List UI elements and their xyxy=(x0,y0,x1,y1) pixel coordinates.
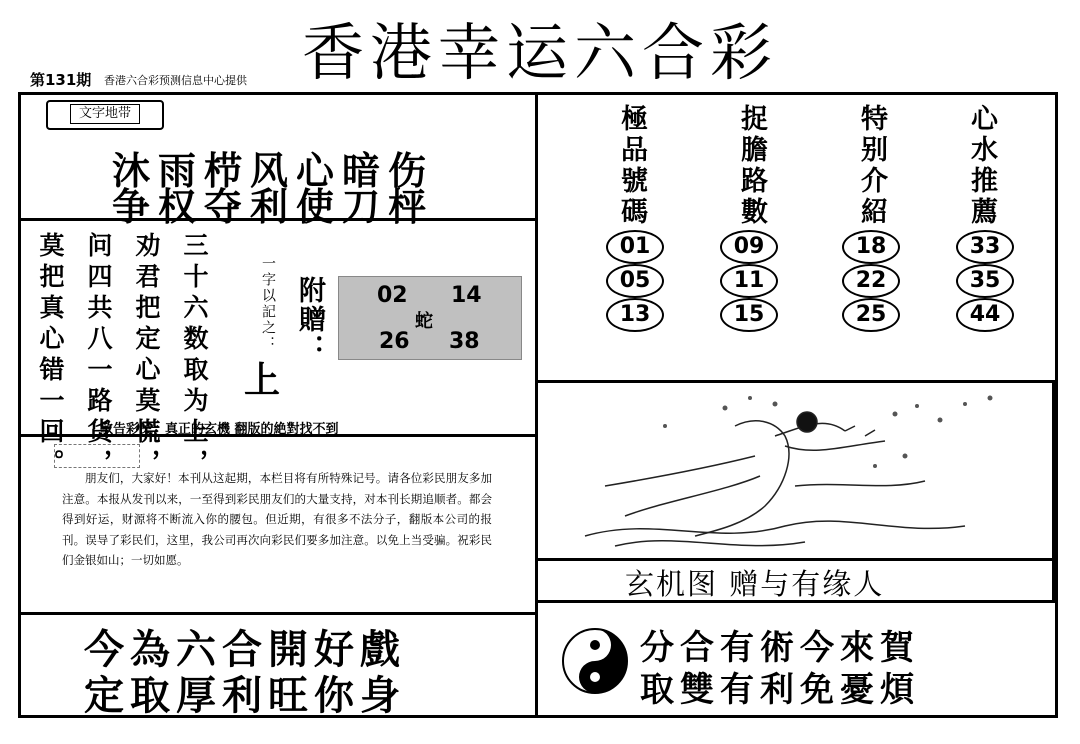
number-ball: 11 xyxy=(720,264,778,298)
number-ball: 01 xyxy=(606,230,664,264)
warning-notice: 敬告彩民：真正的玄機 翻版的絶對找不到 xyxy=(100,422,339,437)
publisher-note: 香港六合彩预测信息中心提供 xyxy=(104,74,247,87)
gift-box xyxy=(338,276,522,360)
center-divider xyxy=(535,92,538,718)
gift-number: 38 xyxy=(449,329,480,354)
number-ball: 13 xyxy=(606,298,664,332)
number-ball: 15 xyxy=(720,298,778,332)
picture-right-border xyxy=(1052,380,1055,602)
issue-number: 第131期 xyxy=(30,71,92,89)
left-slogan-1: 今為六合開好戲 xyxy=(84,626,406,673)
poem-line-1: 沐雨栉风心暗伤 xyxy=(112,149,435,193)
mystic-illustration xyxy=(545,386,1045,556)
gift-number: 14 xyxy=(451,283,482,308)
picture-caption: 玄机图 赠与有缘人 xyxy=(625,567,885,601)
verse-column-3: 问四共八一路货， xyxy=(84,232,113,480)
left-slogan-2: 定取厚利旺你身 xyxy=(84,672,406,719)
hint-character: 上 xyxy=(244,360,281,401)
verse-column-4: 莫把真心错一回。 xyxy=(36,232,65,480)
right-slogan-1: 分合有術今來賀 xyxy=(640,628,920,668)
column-heading-special: 特别介紹 xyxy=(856,104,887,228)
page-title: 香港幸运六合彩 xyxy=(301,16,778,89)
number-ball: 22 xyxy=(842,264,900,298)
number-ball: 25 xyxy=(842,298,900,332)
column-heading-recommend: 心水推薦 xyxy=(966,104,997,228)
verse-column-1: 三十六数取为上， xyxy=(180,232,209,480)
notice-paragraph: 朋友们，大家好！本刊从这起期，本栏目将有所特殊记号。请各位彩民朋友多加注意。本报从发刊以来，一至得到彩民朋友们的大量支持，对本刊长期追顺者。都会得到好运，财源将不断流入你的腰包。但近期，有很多不法分子，翻版本公司的报刊。误导了彩民们，这里，我公司再次向彩民们要多加注意。以免上当受骗。祝彩民们金银如山；一切如愿。 xyxy=(62,471,492,567)
left-divider-3 xyxy=(18,612,538,615)
column-heading-best: 極品號碼 xyxy=(616,104,647,228)
number-ball: 05 xyxy=(606,264,664,298)
verse-column-2: 劝君把定心莫慌， xyxy=(132,232,161,480)
number-ball: 35 xyxy=(956,264,1014,298)
right-divider-2 xyxy=(538,558,1058,561)
number-ball: 09 xyxy=(720,230,778,264)
poem-line-2: 争权夺利使刀枰 xyxy=(112,185,435,229)
notice-stamp xyxy=(54,444,140,468)
number-ball: 33 xyxy=(956,230,1014,264)
column-heading-courage: 捉膽路數 xyxy=(736,104,767,228)
right-slogan-2: 取雙有利免憂煩 xyxy=(640,670,920,710)
number-ball: 18 xyxy=(842,230,900,264)
stamp-label: 文字地带 xyxy=(70,104,140,124)
yin-yang-icon xyxy=(560,626,630,696)
section-stamp xyxy=(46,100,164,130)
right-divider-1 xyxy=(538,380,1058,383)
gift-label: 附贈： xyxy=(294,276,325,363)
gift-number: 26 xyxy=(379,329,410,354)
hint-text: 一字以記之： xyxy=(260,256,276,352)
number-ball: 44 xyxy=(956,298,1014,332)
gift-zodiac: 蛇 xyxy=(415,311,433,332)
gift-number: 02 xyxy=(377,283,408,308)
